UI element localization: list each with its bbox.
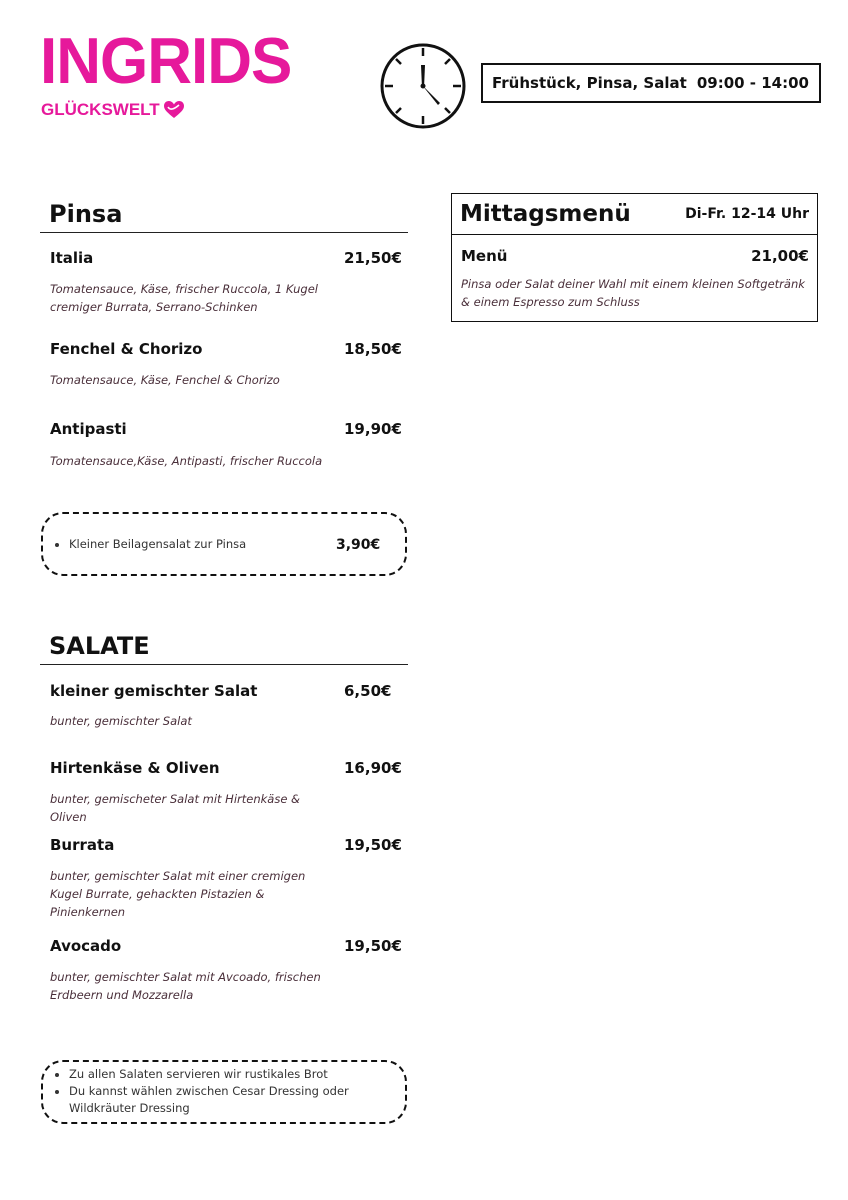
list-item: • Du kannst wählen zwischen Cesar Dressing oder Wildkräuter Dressing (69, 1083, 369, 1117)
pinsa-side-list (45, 536, 246, 553)
clock-icon (378, 41, 468, 131)
pinsa-item-name: Fenchel & Chorizo (50, 340, 203, 358)
brand-tagline-row (41, 100, 184, 120)
pinsa-item-desc: Tomatensauce, Käse, Fenchel & Chorizo (50, 373, 280, 387)
salat-item-name: Hirtenkäse & Oliven (50, 759, 220, 777)
pinsa-item-name: Italia (50, 249, 94, 267)
salate-section-title: SALATE (40, 632, 408, 665)
salat-item-desc: bunter, gemischeter Salat mit Hirtenkäse & Oliven (50, 792, 301, 824)
opening-hours-label: Frühstück, Pinsa, Salat (492, 74, 687, 92)
pinsa-side-box (41, 512, 407, 576)
lunch-menu-header (452, 194, 817, 235)
salat-item-name: Avocado (50, 937, 122, 955)
salat-item-name: kleiner gemischter Salat (50, 682, 258, 700)
salat-item-price: 19,50€ (344, 836, 402, 854)
salat-item-name: Burrata (50, 836, 115, 854)
lunch-menu-days: Di-Fr. 12-14 Uhr (685, 206, 809, 222)
brand-tagline: GLÜCKSWELT (41, 100, 160, 119)
brand-logo: INGRIDS (40, 25, 292, 98)
salat-item-price: 6,50€ (344, 682, 392, 700)
list-item: • Kleiner Beilagensalat zur Pinsa (69, 536, 246, 553)
lunch-item-price: 21,00€ (751, 247, 809, 265)
salate-notes-list (45, 1066, 369, 1117)
salat-item-desc: bunter, gemischter Salat (50, 714, 192, 728)
pinsa-side-price: 3,90€ (336, 537, 381, 553)
lunch-item-desc: Pinsa oder Salat deiner Wahl mit einem kleinen Softgetränk & einem Espresso zum Schluss (461, 277, 805, 309)
opening-hours-time: 09:00 - 14:00 (696, 74, 809, 92)
opening-hours-box (481, 63, 821, 103)
pinsa-section-title: Pinsa (40, 200, 408, 233)
pinsa-item-price: 19,90€ (344, 420, 402, 438)
pinsa-item-desc: Tomatensauce,Käse, Antipasti, frischer Ruccola (50, 454, 323, 468)
salat-item-desc: bunter, gemischter Salat mit einer cremigen Kugel Burrate, gehackten Pistazien & Pinienkernen (50, 869, 306, 919)
pinsa-item-desc: Tomatensauce, Käse, frischer Ruccola, 1 Kugel cremiger Burrata, Serrano-Schinken (50, 282, 318, 314)
pinsa-item-price: 18,50€ (344, 340, 402, 358)
pinsa-item-name: Antipasti (50, 420, 127, 438)
pinsa-item-price: 21,50€ (344, 249, 402, 267)
lunch-menu-title: Mittagsmenü (460, 201, 631, 227)
salat-item-desc: bunter, gemischter Salat mit Avcoado, frischen Erdbeern und Mozzarella (50, 970, 321, 1002)
lunch-item-name: Menü (461, 247, 508, 265)
salate-notes-box (41, 1060, 407, 1124)
heart-icon (164, 101, 184, 119)
salat-item-price: 16,90€ (344, 759, 402, 777)
list-item: • Zu allen Salaten servieren wir rustikales Brot (69, 1066, 369, 1083)
lunch-menu-box (451, 193, 818, 322)
salat-item-price: 19,50€ (344, 937, 402, 955)
lunch-menu-row (452, 235, 817, 265)
